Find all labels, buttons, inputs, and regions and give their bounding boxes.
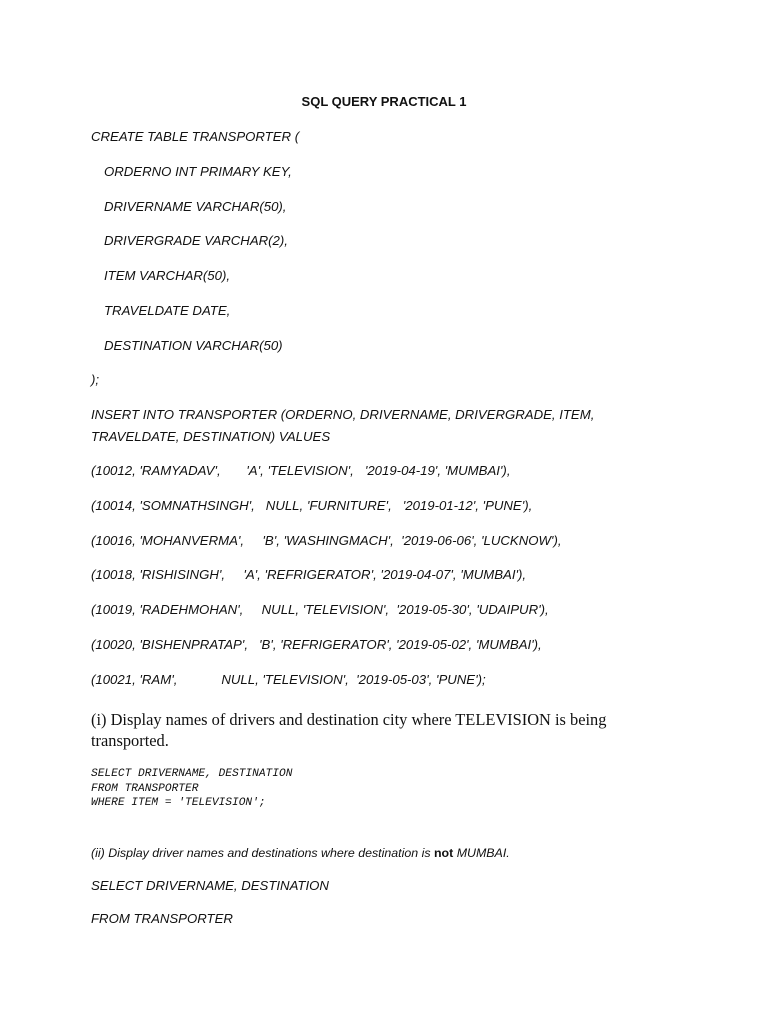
insert-row: (10020, 'BISHENPRATAP', 'B', 'REFRIGERATOR', '2019-05-02', 'MUMBAI'), — [91, 637, 542, 652]
question-1: (i) Display names of drivers and destination city where TELEVISION is being transported. — [91, 710, 607, 750]
column-definition: TRAVELDATE DATE, — [104, 303, 231, 318]
page-title: SQL QUERY PRACTICAL 1 — [301, 94, 467, 109]
query-line: FROM TRANSPORTER — [91, 782, 199, 795]
insert-row: (10014, 'SOMNATHSINGH', NULL, 'FURNITURE', '2019-01-12', 'PUNE'), — [91, 498, 533, 513]
question-2-emphasis: not — [433, 846, 454, 860]
column-definition: DESTINATION VARCHAR(50) — [104, 338, 283, 353]
query-line: SELECT DRIVERNAME, DESTINATION — [91, 768, 293, 780]
insert-row: (10012, 'RAMYADAV', 'A', 'TELEVISION', '2019-04-19', 'MUMBAI'), — [91, 463, 511, 478]
insert-row: (10016, 'MOHANVERMA', 'B', 'WASHINGMACH', '2019-06-06', 'LUCKNOW'), — [91, 533, 562, 548]
query-line: SELECT DRIVERNAME, DESTINATION — [91, 878, 329, 893]
query-line: FROM TRANSPORTER — [91, 911, 233, 926]
create-table-close: ); — [91, 372, 100, 387]
column-definition: ORDERNO INT PRIMARY KEY, — [104, 164, 292, 179]
question-1-query — [91, 767, 292, 811]
column-definition: DRIVERNAME VARCHAR(50), — [104, 199, 287, 214]
insert-row: (10019, 'RADEHMOHAN', NULL, 'TELEVISION', '2019-05-30', 'UDAIPUR'), — [91, 602, 549, 617]
column-definition: ITEM VARCHAR(50), — [104, 268, 231, 283]
column-definition: DRIVERGRADE VARCHAR(2), — [104, 233, 288, 248]
insert-row: (10021, 'RAM', NULL, 'TELEVISION', '2019-05-03', 'PUNE'); — [91, 672, 486, 687]
query-line: WHERE ITEM = 'TELEVISION'; — [91, 797, 266, 809]
question-2 — [91, 846, 510, 860]
create-table-line: CREATE TABLE TRANSPORTER ( — [91, 129, 300, 144]
insert-row: (10018, 'RISHISINGH', 'A', 'REFRIGERATOR', '2019-04-07', 'MUMBAI'), — [91, 567, 527, 582]
question-2-text-end: MUMBAI. — [453, 846, 510, 860]
insert-header: INSERT INTO TRANSPORTER (ORDERNO, DRIVERNAME, DRIVERGRADE, ITEM, TRAVELDATE, DESTINATION) VALUES — [91, 407, 595, 444]
question-2-text: (ii) Display driver names and destinations where destination is — [91, 846, 434, 860]
